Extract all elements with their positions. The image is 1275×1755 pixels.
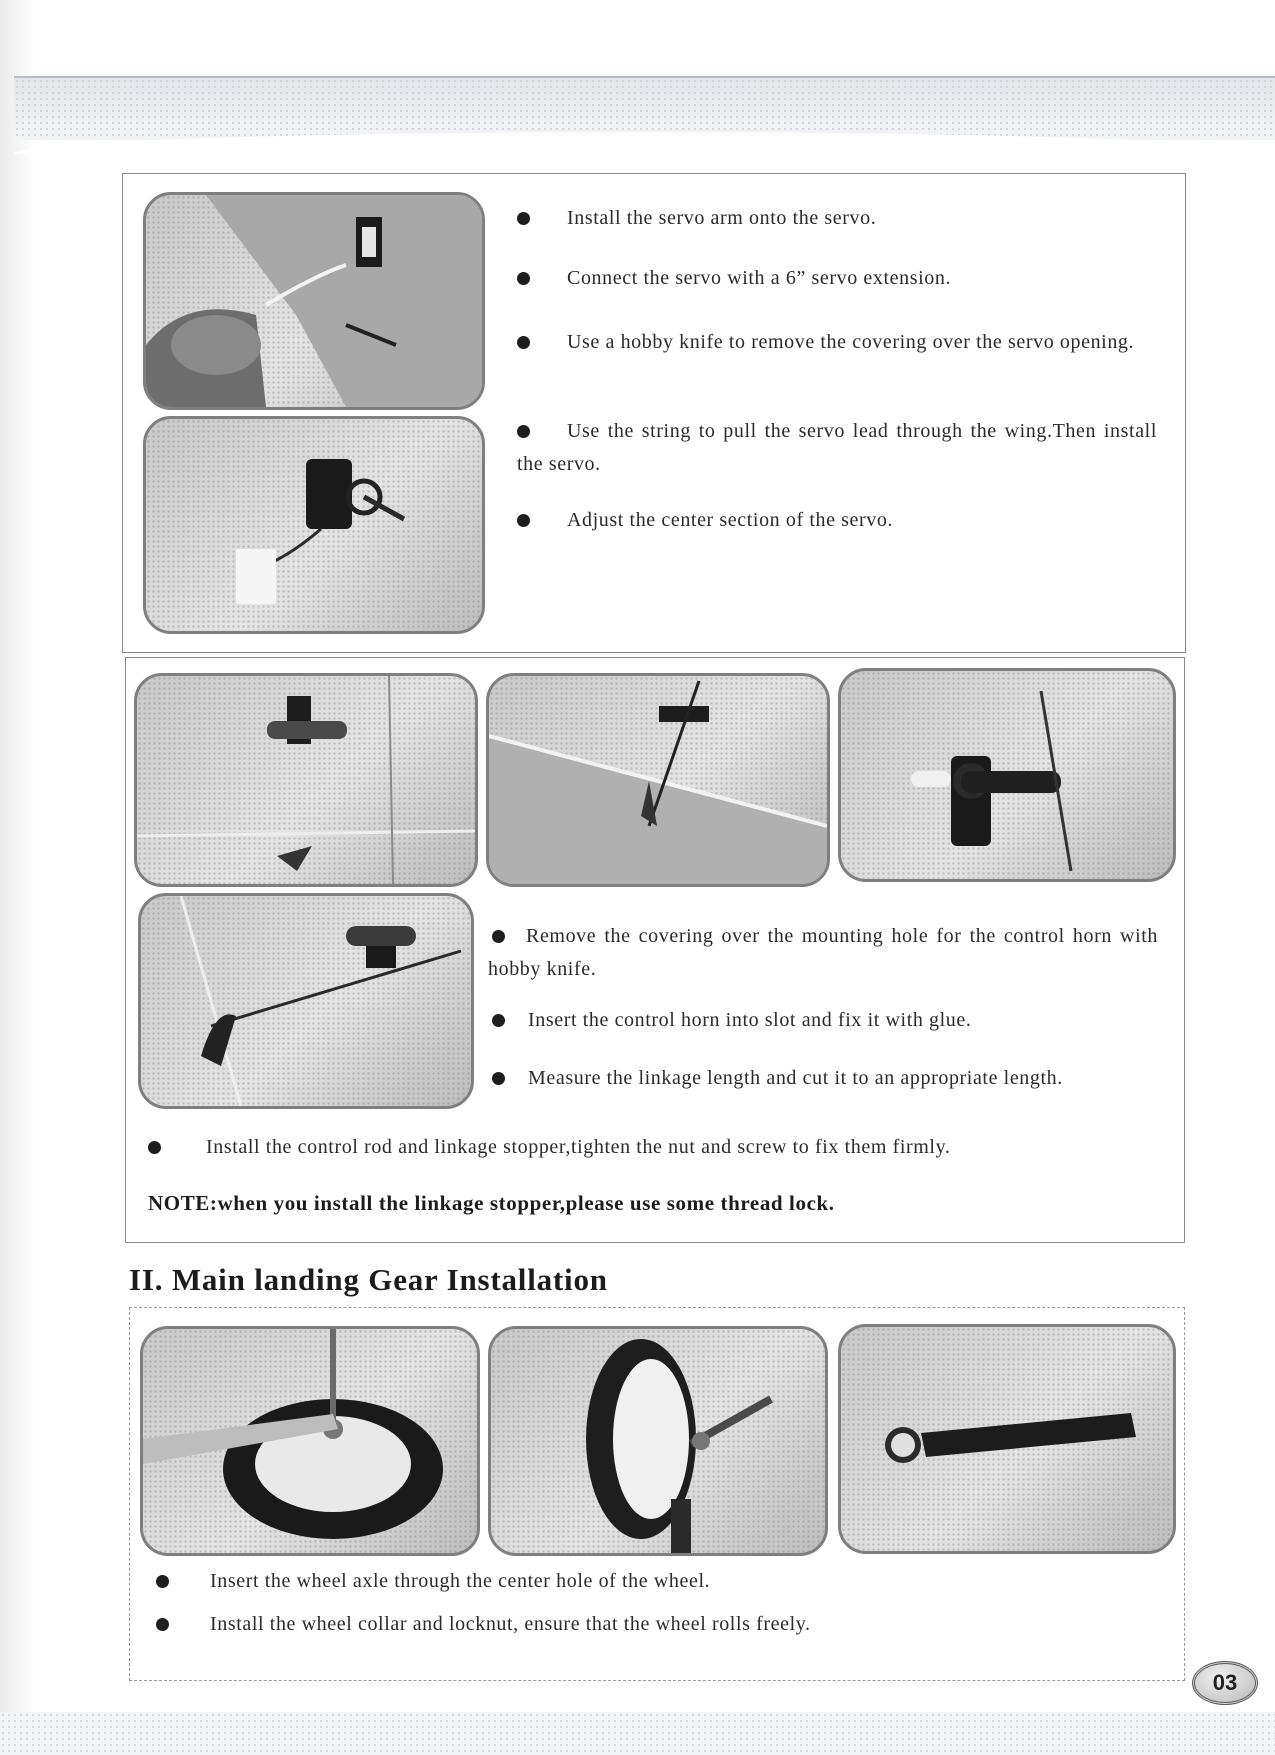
aileron-servo-illustration bbox=[137, 676, 475, 884]
servo-horn-closeup-illustration bbox=[841, 671, 1173, 879]
servo-wire-photo bbox=[143, 192, 485, 410]
bullet-item bbox=[156, 1608, 1156, 1641]
header-decoration bbox=[14, 76, 1275, 140]
bullet-text: Connect the servo with a 6” servo extension. bbox=[567, 267, 952, 289]
bullet-text: Use the string to pull the servo lead through the wing.Then install the servo. bbox=[517, 420, 1157, 475]
bullet-item bbox=[488, 1062, 1168, 1095]
bullet-dot bbox=[517, 336, 530, 349]
servo-in-wing-illustration bbox=[146, 419, 482, 631]
bullet-item bbox=[156, 1565, 1156, 1598]
bullet-text: Remove the covering over the mounting hole for the control horn with hobby knife. bbox=[488, 925, 1158, 980]
bullet-item bbox=[148, 1131, 1168, 1164]
page-number: 03 bbox=[1192, 1661, 1258, 1705]
servo-in-wing-photo bbox=[143, 416, 485, 634]
bullet-dot bbox=[517, 212, 530, 225]
landing-gear-assembled-illustration bbox=[841, 1327, 1173, 1551]
landing-gear-assembled-photo bbox=[838, 1324, 1176, 1554]
control-horn-panel bbox=[125, 657, 1185, 1243]
bullet-dot bbox=[517, 514, 530, 527]
bullet-item bbox=[517, 262, 1157, 295]
servo-horn-closeup-photo bbox=[838, 668, 1176, 882]
wheel-collar-illustration bbox=[491, 1329, 825, 1553]
footer-decoration bbox=[0, 1712, 1275, 1755]
bullet-dot bbox=[492, 1014, 505, 1027]
bullet-item bbox=[517, 504, 1157, 537]
thread-lock-note: NOTE:when you install the linkage stopper,please use some thread lock. bbox=[148, 1191, 835, 1215]
page-gutter-shadow bbox=[0, 0, 36, 1755]
linkage-rod-illustration bbox=[489, 676, 827, 884]
bullet-item bbox=[517, 415, 1157, 481]
bullet-text: Install the wheel collar and locknut, ensure that the wheel rolls freely. bbox=[210, 1613, 811, 1635]
bullet-dot bbox=[156, 1575, 169, 1588]
bullet-dot bbox=[492, 930, 505, 943]
section-title: II. Main landing Gear Installation bbox=[129, 1262, 608, 1297]
bullet-text: Adjust the center section of the servo. bbox=[567, 509, 894, 531]
bullet-item bbox=[488, 920, 1158, 986]
bullet-dot bbox=[148, 1141, 161, 1154]
bullet-text: Use a hobby knife to remove the covering over the servo opening. bbox=[567, 331, 1135, 353]
bullet-text: Install the servo arm onto the servo. bbox=[567, 207, 877, 229]
landing-gear-panel bbox=[129, 1307, 1185, 1681]
wheel-axle-illustration bbox=[143, 1329, 477, 1553]
bullet-dot bbox=[517, 272, 530, 285]
bullet-text: Measure the linkage length and cut it to an appropriate length. bbox=[528, 1067, 1063, 1089]
bullet-text: Insert the control horn into slot and fix it with glue. bbox=[528, 1009, 972, 1031]
bullet-text: Install the control rod and linkage stopper,tighten the nut and screw to fix them firmly. bbox=[206, 1136, 951, 1158]
servo-install-panel bbox=[122, 173, 1186, 653]
linkage-rod-photo bbox=[486, 673, 830, 887]
bullet-dot bbox=[517, 425, 530, 438]
control-horn-illustration bbox=[141, 896, 471, 1106]
bullet-dot bbox=[156, 1618, 169, 1631]
bullet-dot bbox=[492, 1072, 505, 1085]
control-horn-photo bbox=[138, 893, 474, 1109]
bullet-item bbox=[517, 326, 1157, 359]
bullet-item bbox=[488, 1004, 1158, 1037]
aileron-servo-photo bbox=[134, 673, 478, 887]
bullet-item bbox=[517, 202, 1157, 235]
bullet-text: Insert the wheel axle through the center hole of the wheel. bbox=[210, 1570, 711, 1592]
wheel-collar-photo bbox=[488, 1326, 828, 1556]
wheel-axle-photo bbox=[140, 1326, 480, 1556]
servo-wire-illustration bbox=[146, 195, 482, 407]
